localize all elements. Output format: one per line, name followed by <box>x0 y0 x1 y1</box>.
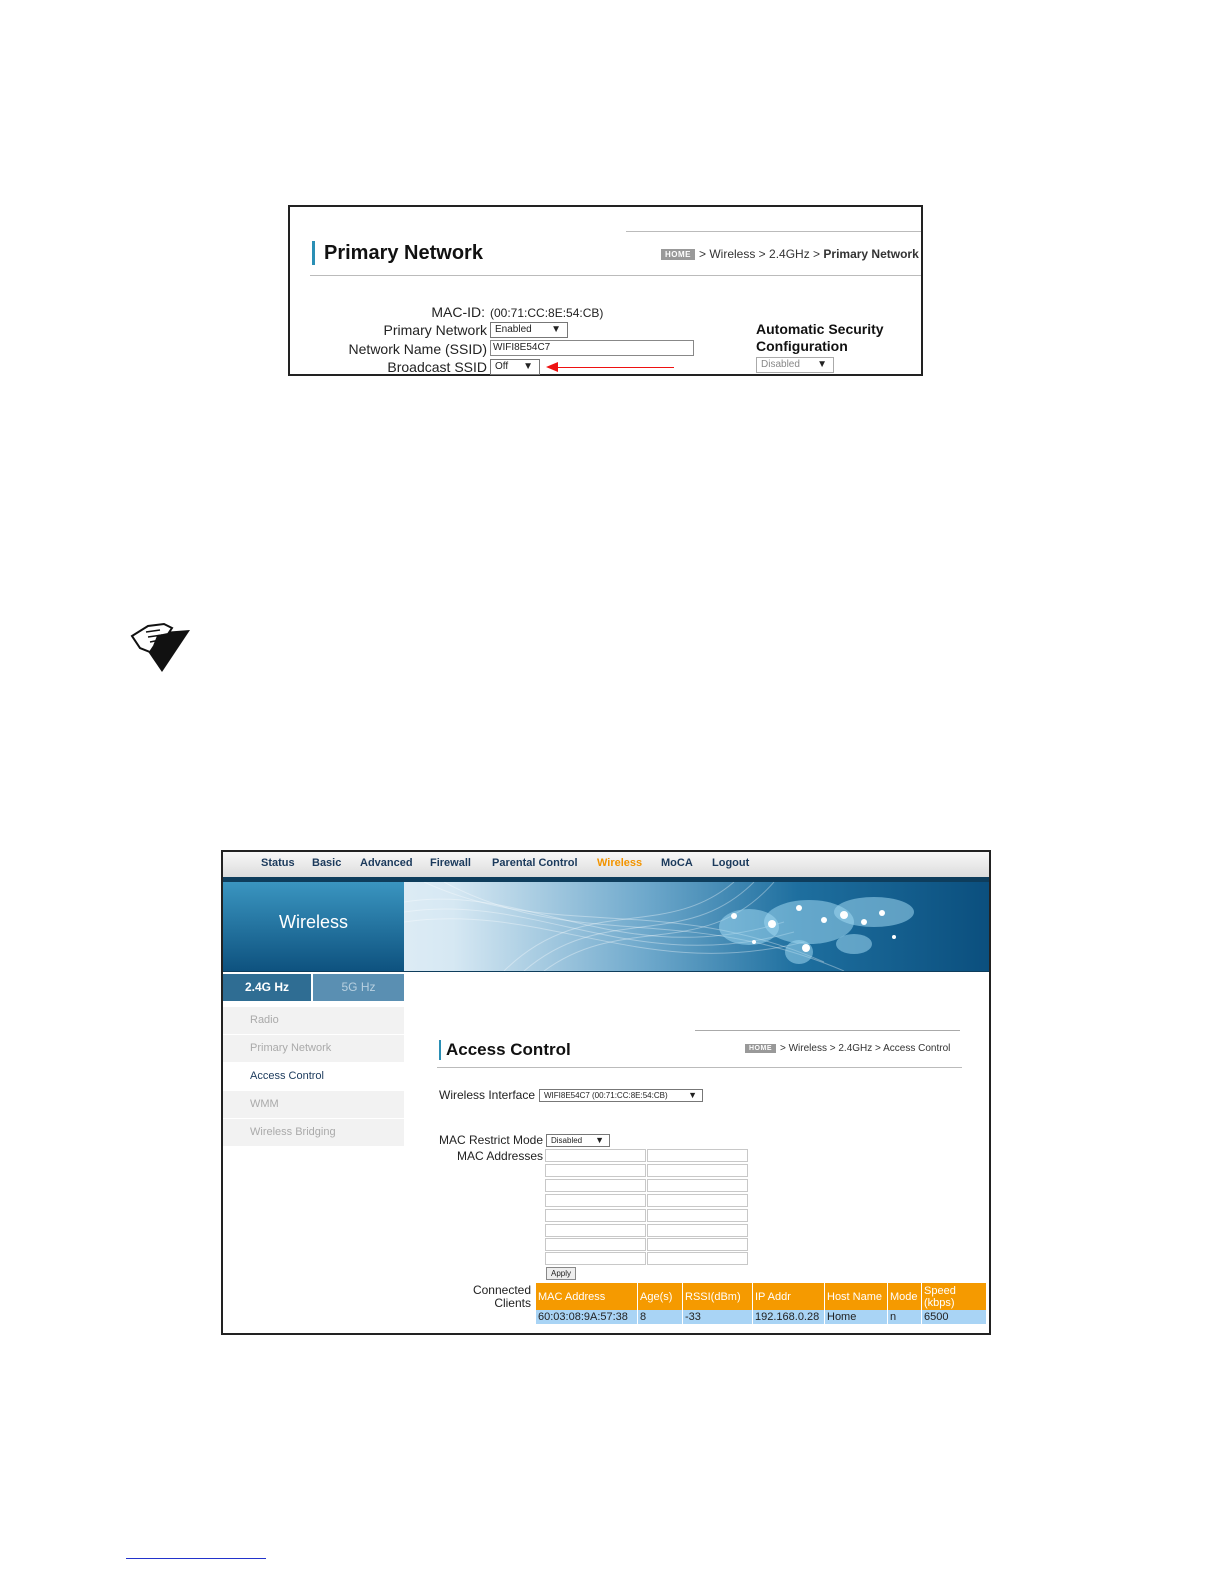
divider <box>695 1030 960 1031</box>
broadcast-ssid-select[interactable]: Off ▼ <box>490 359 540 375</box>
dropdown-arrow-icon: ▼ <box>817 359 827 370</box>
divider <box>626 231 921 232</box>
nav-wireless[interactable]: Wireless <box>597 857 643 869</box>
breadcrumb-current: Primary Network <box>823 247 919 261</box>
breadcrumb-path: > Wireless > 2.4GHz > <box>780 1043 881 1054</box>
divider <box>437 1067 962 1068</box>
home-icon[interactable]: HOME <box>745 1044 776 1053</box>
column-header: Age(s) <box>638 1283 683 1310</box>
mac-address-input[interactable] <box>647 1194 748 1207</box>
table-row <box>536 1310 987 1324</box>
frequency-tabs <box>223 974 404 1001</box>
mac-address-input[interactable] <box>545 1179 646 1192</box>
side-item-primary-network[interactable]: Primary Network <box>223 1035 404 1063</box>
mac-address-input[interactable] <box>545 1252 646 1265</box>
mac-address-input[interactable] <box>647 1179 748 1192</box>
table-cell: 60:03:08:9A:57:38 <box>536 1310 638 1324</box>
mac-restrict-label: MAC Restrict Mode <box>439 1133 544 1147</box>
wireless-interface-select[interactable]: WIFI8E54C7 (00:71:CC:8E:54:CB) ▼ <box>539 1089 703 1102</box>
table-cell: 192.168.0.28 <box>753 1310 825 1324</box>
table-cell: 8 <box>638 1310 683 1324</box>
side-item-wmm[interactable]: WMM <box>223 1091 404 1119</box>
mac-address-input[interactable] <box>647 1164 748 1177</box>
home-icon[interactable]: HOME <box>661 249 695 260</box>
page-title: Primary Network <box>312 241 483 265</box>
table-cell: 6500 <box>922 1310 987 1324</box>
mac-address-input[interactable] <box>545 1164 646 1177</box>
nav-firewall[interactable]: Firewall <box>430 857 471 869</box>
breadcrumb-path: > Wireless > 2.4GHz > <box>699 247 821 261</box>
dropdown-arrow-icon: ▼ <box>595 1135 604 1145</box>
side-menu <box>223 1007 404 1147</box>
column-header: Mode <box>888 1283 922 1310</box>
column-header: Speed (kbps) <box>922 1283 987 1310</box>
column-header: MAC Address <box>536 1283 638 1310</box>
breadcrumb <box>661 247 919 261</box>
auto-security-label: Automatic Security Configuration <box>756 321 884 354</box>
mac-address-input[interactable] <box>545 1209 646 1222</box>
nav-advanced[interactable]: Advanced <box>360 857 413 869</box>
primary-network-screenshot <box>288 205 923 376</box>
breadcrumb <box>745 1043 950 1054</box>
divider <box>310 275 921 276</box>
dropdown-arrow-icon: ▼ <box>523 361 533 372</box>
banner-title-panel <box>223 882 404 971</box>
nav-status[interactable]: Status <box>261 857 295 869</box>
side-item-access-control[interactable]: Access Control <box>223 1063 404 1091</box>
mac-address-input[interactable] <box>545 1238 646 1251</box>
ssid-label: Network Name (SSID) <box>348 341 487 357</box>
mac-address-input[interactable] <box>647 1252 748 1265</box>
broadcast-ssid-label: Broadcast SSID <box>387 359 487 375</box>
mac-address-input[interactable] <box>647 1238 748 1251</box>
nav-parental-control[interactable]: Parental Control <box>492 857 578 869</box>
red-arrow-line <box>554 367 674 368</box>
page-title: Access Control <box>439 1040 571 1060</box>
mac-address-input[interactable] <box>647 1224 748 1237</box>
connected-clients-label: Connected Clients <box>472 1283 531 1310</box>
world-map-banner-image <box>404 882 991 971</box>
mac-address-input[interactable] <box>647 1149 748 1162</box>
footnote-divider <box>126 1558 266 1559</box>
auto-security-select[interactable]: Disabled ▼ <box>756 357 834 373</box>
column-header: IP Addr <box>753 1283 825 1310</box>
banner-title: Wireless <box>278 912 348 932</box>
access-control-screenshot <box>221 850 991 1335</box>
column-header: RSSI(dBm) <box>683 1283 753 1310</box>
wireless-interface-label: Wireless Interface <box>439 1088 536 1102</box>
table-cell: -33 <box>683 1310 753 1324</box>
mac-id-label: MAC-ID: <box>431 304 485 320</box>
mac-address-input[interactable] <box>647 1209 748 1222</box>
nav-basic[interactable]: Basic <box>312 857 342 869</box>
table-header-row <box>536 1283 987 1310</box>
side-item-radio[interactable]: Radio <box>223 1007 404 1035</box>
breadcrumb-current: Access Control <box>883 1043 951 1054</box>
primary-network-label: Primary Network <box>383 322 487 338</box>
top-navigation <box>223 852 989 878</box>
ssid-input[interactable]: WIFI8E54C7 <box>490 340 694 356</box>
dropdown-arrow-icon: ▼ <box>688 1090 697 1100</box>
mac-address-input[interactable] <box>545 1149 646 1162</box>
mac-restrict-select[interactable]: Disabled ▼ <box>546 1134 610 1147</box>
primary-network-select[interactable]: Enabled ▼ <box>490 322 568 338</box>
divider <box>223 971 989 972</box>
mac-address-input[interactable] <box>545 1194 646 1207</box>
mac-addresses-label: MAC Addresses <box>457 1149 544 1163</box>
column-header: Host Name <box>825 1283 888 1310</box>
table-cell: n <box>888 1310 922 1324</box>
mac-address-input[interactable] <box>545 1224 646 1237</box>
tab-2-4ghz[interactable]: 2.4G Hz <box>223 974 311 1001</box>
side-item-wireless-bridging[interactable]: Wireless Bridging <box>223 1119 404 1147</box>
pointing-hand-note-icon <box>128 622 192 674</box>
mac-id-value: (00:71:CC:8E:54:CB) <box>490 306 604 320</box>
tab-5ghz[interactable]: 5G Hz <box>313 974 404 1001</box>
apply-button[interactable]: Apply <box>546 1267 576 1280</box>
connected-clients-table <box>536 1283 987 1324</box>
dropdown-arrow-icon: ▼ <box>551 324 561 335</box>
table-cell: Home <box>825 1310 888 1324</box>
nav-moca[interactable]: MoCA <box>661 857 693 869</box>
nav-logout[interactable]: Logout <box>712 857 750 869</box>
